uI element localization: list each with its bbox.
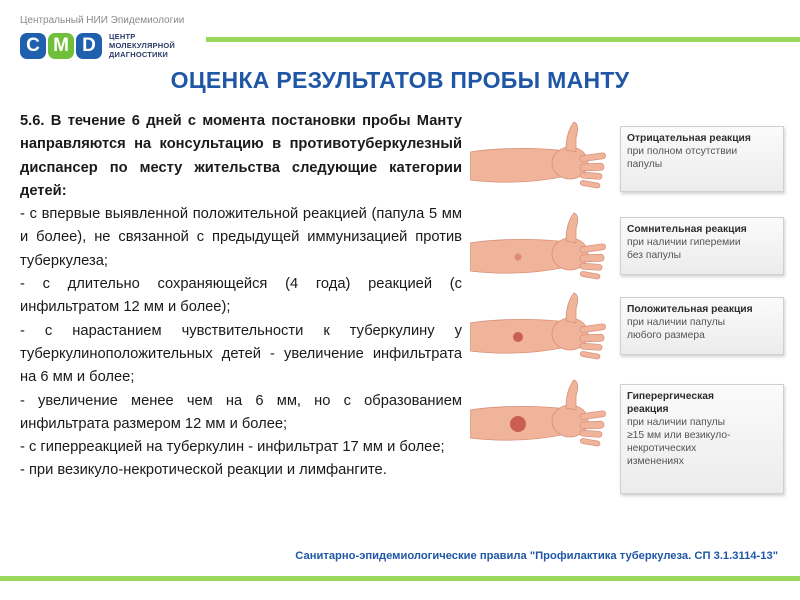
reaction-title: Положительная реакция <box>627 304 753 315</box>
forearm-illustration <box>470 116 620 206</box>
list-item: - с впервые выявленной положительной реакцией (папула 5 мм и более), не связанной с предыдущей иммунизацией против туберкулеза; <box>20 206 462 269</box>
institute-name: Центральный НИИ Эпидемиологии <box>20 15 185 26</box>
list-item: - с длительно сохраняющейся (4 года) реакцией (с инфильтратом 12 мм и более); <box>20 276 462 316</box>
body-heading: 5.6. В течение 6 дней с момента постановки пробы Манту направляются на консультацию в противотуберкулезный диспансер по месту жительства следующие категории детей: <box>20 113 462 199</box>
logo-subtitle: ЦЕНТР МОЛЕКУЛЯРНОЙ ДИАГНОСТИКИ <box>109 32 175 59</box>
injection-site-mark <box>513 332 523 342</box>
body-text <box>20 110 462 483</box>
cmd-logo <box>20 32 175 59</box>
reaction-title: Отрицательная реакция <box>627 133 751 144</box>
reaction-card <box>620 217 784 275</box>
reaction-description: при наличии папулы любого размера <box>627 317 726 341</box>
reaction-card <box>620 297 784 355</box>
reaction-description: при наличии папулы ≥15 мм или везикуло- некротических изменениях <box>627 417 731 467</box>
reaction-description: при полном отсутствии папулы <box>627 146 738 170</box>
reaction-title: Сомнительная реакция <box>627 224 747 235</box>
forearm-illustration <box>470 374 620 464</box>
footer-divider <box>0 576 800 581</box>
list-item: - с гиперреакцией на туберкулин - инфильтрат 17 мм и более; <box>20 439 445 456</box>
logo-letter-d: D <box>76 33 102 59</box>
list-item: - при везикуло-некротической реакции и лимфангите. <box>20 462 387 479</box>
list-item: - с нарастанием чувствительности к туберкулину у туберкулиноположительных детей - увеличение инфильтрата на 6 мм и более; <box>20 322 462 386</box>
header-divider <box>206 37 800 42</box>
reaction-title: Гиперергическая реакция <box>627 391 714 415</box>
logo-letter-m: M <box>48 33 74 59</box>
injection-site-mark <box>515 254 522 261</box>
list-item: - увеличение менее чем на 6 мм, но с образованием инфильтрата размером 12 мм и более; <box>20 392 462 432</box>
logo-letters <box>20 33 102 59</box>
footer-source: Санитарно-эпидемиологические правила "Профилактика туберкулеза. СП 3.1.3114-13" <box>295 550 778 562</box>
reaction-card <box>620 126 784 192</box>
forearm-illustration <box>470 287 620 377</box>
injection-site-mark <box>510 416 526 432</box>
body-items <box>20 203 462 483</box>
page-title: ОЦЕНКА РЕЗУЛЬТАТОВ ПРОБЫ МАНТУ <box>170 67 630 93</box>
forearm-illustration <box>470 207 620 297</box>
reaction-description: при наличии гиперемии без папулы <box>627 237 741 261</box>
reactions-panel <box>470 112 788 502</box>
reaction-card <box>620 384 784 494</box>
logo-letter-c: C <box>20 33 46 59</box>
